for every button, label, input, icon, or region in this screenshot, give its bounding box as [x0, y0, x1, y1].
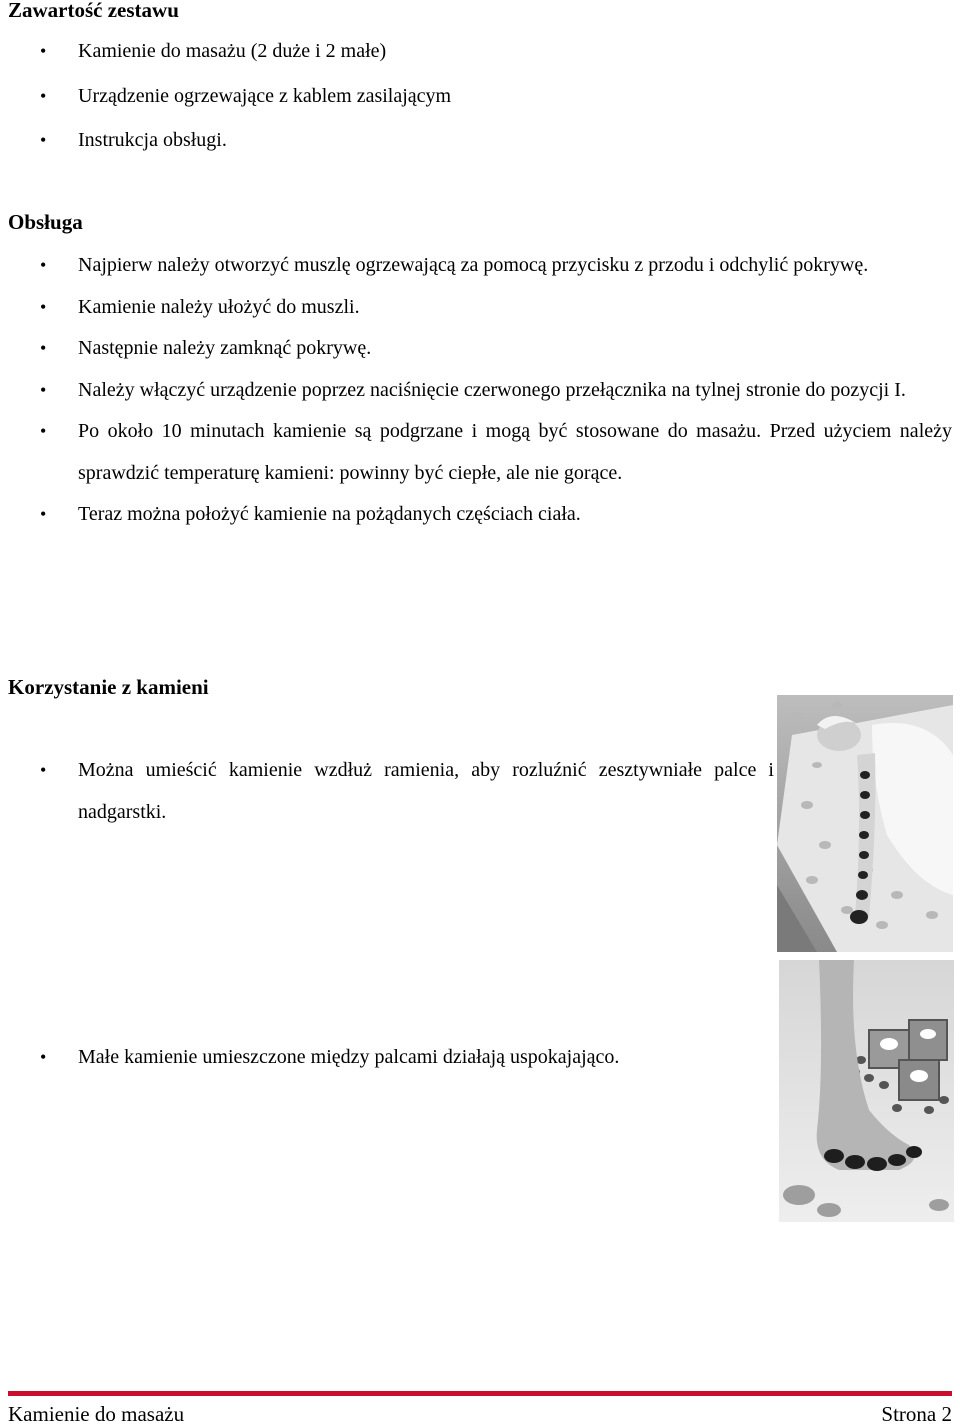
list-item: • Instrukcja obsługi.	[0, 120, 952, 162]
list-item: • Teraz można położyć kamienie na pożądanych częściach ciała.	[0, 494, 952, 536]
operation-list	[0, 245, 952, 536]
footer-document-title: Kamienie do masażu	[8, 1402, 185, 1426]
bullet-icon: •	[40, 41, 47, 61]
bullet-icon: •	[40, 85, 47, 106]
bullet-icon: •	[40, 1047, 47, 1067]
usage-list-1	[0, 750, 774, 833]
bullet-icon: •	[40, 338, 47, 358]
list-item: • Kamienie do masażu (2 duże i 2 małe)	[0, 31, 952, 73]
usage-list-2	[0, 1037, 774, 1079]
foot-stones-illustration	[779, 960, 954, 1222]
heading-usage: Korzystanie z kamieni	[8, 675, 209, 699]
list-item: • Małe kamienie umieszczone między palcami działają uspokajająco.	[0, 1037, 774, 1079]
massage-arm-photo	[777, 695, 953, 952]
massage-arm-illustration	[777, 695, 953, 952]
footer-page-number: Strona 2	[881, 1402, 952, 1426]
bullet-icon: •	[40, 760, 47, 780]
bullet-icon: •	[40, 130, 47, 150]
list-item: • Należy włączyć urządzenie poprzez naciśnięcie czerwonego przełącznika na tylnej stronie do pozycji I.	[0, 370, 952, 412]
list-item: • Najpierw należy otworzyć muszlę ogrzewającą za pomocą przycisku z przodu i odchylić pokrywę.	[0, 245, 952, 287]
heading-operation: Obsługa	[8, 210, 83, 234]
contents-list	[0, 31, 952, 162]
bullet-icon: •	[40, 421, 47, 441]
bullet-icon: •	[40, 296, 47, 317]
list-item: • Po około 10 minutach kamienie są podgrzane i mogą być stosowane do masażu. Przed użyciem należy sprawdzić temperaturę kamieni: powinny być ciepłe, ale nie gorące.	[0, 411, 952, 494]
list-item: • Urządzenie ogrzewające z kablem zasilającym	[0, 76, 952, 118]
footer-divider	[8, 1391, 952, 1396]
bullet-icon: •	[40, 255, 47, 275]
bullet-icon: •	[40, 379, 47, 400]
list-item: • Następnie należy zamknąć pokrywę.	[0, 328, 952, 370]
bullet-icon: •	[40, 504, 47, 524]
list-item: • Można umieścić kamienie wzdłuż ramienia, aby rozluźnić zesztywniałe palce i nadgarstki.	[0, 750, 774, 833]
heading-contents: Zawartość zestawu	[8, 0, 179, 22]
list-item: • Kamienie należy ułożyć do muszli.	[0, 287, 952, 329]
foot-stones-photo	[779, 960, 954, 1222]
